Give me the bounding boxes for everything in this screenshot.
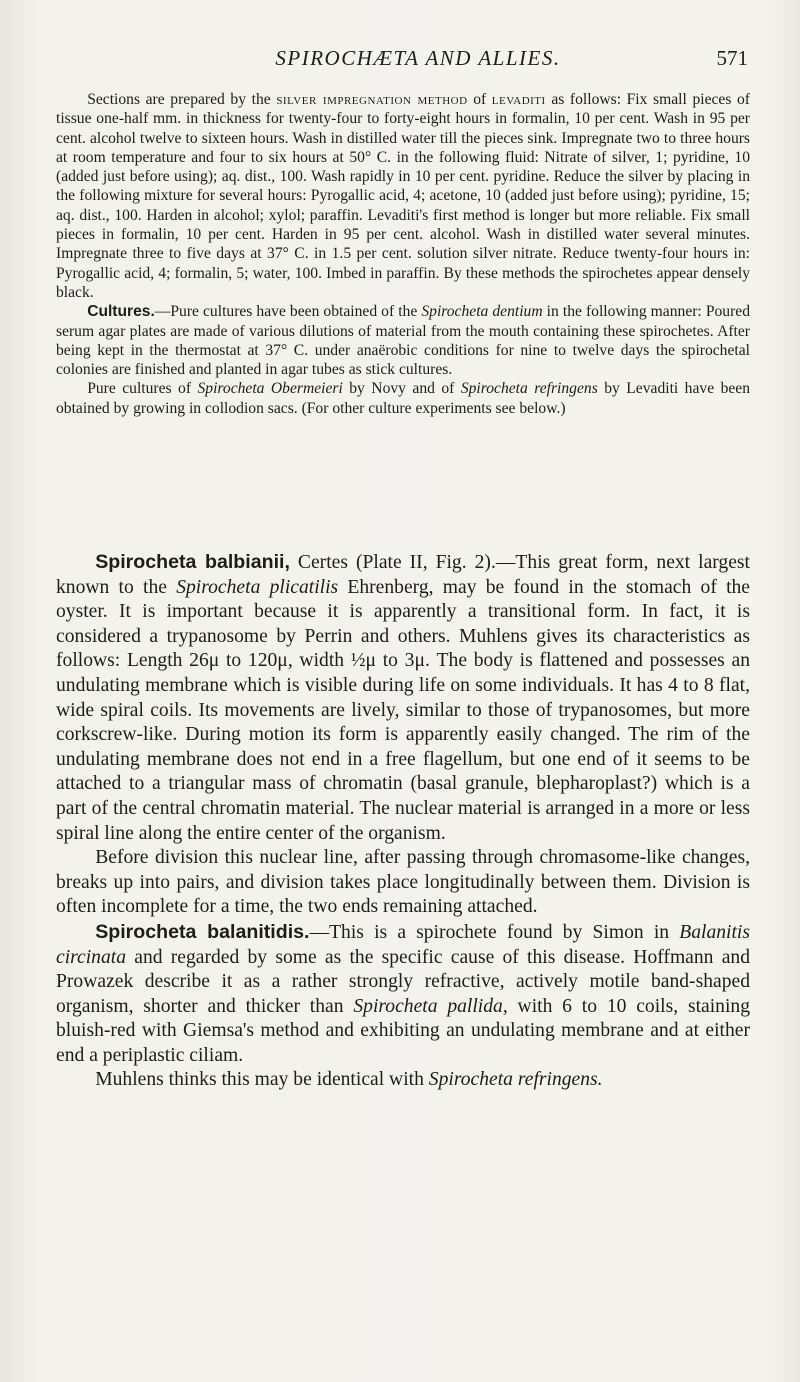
paragraph-cultures: Cultures.—Pure cultures have been obtained of the Spirocheta dentium in the following manner: Poured serum agar plates are made of various dilutions of material from the mouth containing these spirochetes. After being kept in the thermostat at 37° C. under anaërobic conditions for nine to twelve days the spirochetal colonies are finished and planted in agar tubes as stick cultures. xyxy=(56,303,750,379)
section-heading-balbianii: Spirocheta balbianii, xyxy=(95,551,290,573)
author-name: levaditi xyxy=(491,91,546,108)
paragraph-silver-impregnation: Sections are prepared by the silver impregnation method of levaditi as follows: Fix small pieces of tissue one-half mm. in thickness for twenty-four to forty-eight hours in formalin, 10 per cent. Wash in 95 per cent. alcohol twelve to sixteen hours. Wash in distilled water till the pieces sink. Impregnate two to three hours at room temperature and four to six hours at 50° C. in the following fluid: Nitrate of silver, 1; pyridine, 10 (added just before using); aq. dist., 100. Wash rapidly in 10 per cent. pyridine. Reduce the silver by placing in the following mixture for several hours: Pyrogallic acid, 4; acetone, 10 (added just before using); pyridine, 15; aq. dist., 100. Harden in alcohol; xylol; paraffin. Levaditi's first method is longer but more reliable. Fix small pieces in formalin, 10 per cent. Harden in 95 per cent. alcohol. Wash in distilled water several minutes. Impregnate three to five days at 37° C. in 1.5 per cent. solution silver nitrate. Reduce twenty-four hours in: Pyrogallic acid, 4; formalin, 5; water, 100. Imbed in paraffin. By these methods the spirochetes appear densely black. xyxy=(56,91,751,301)
small-print-section xyxy=(56,90,750,418)
paragraph-pure-cultures: Pure cultures of Spirocheta Obermeieri by Novy and of Spirocheta refringens by Levaditi have been obtained by growing in collodion sacs. (For other culture experiments see below.) xyxy=(56,380,751,417)
large-print-section xyxy=(56,550,750,1093)
page-header xyxy=(88,46,748,72)
paragraph-balanitidis: Spirocheta balanitidis.—This is a spirochete found by Simon in Balanitis circinata and regarded by some as the specific cause of this disease. Hoffmann and Prowazek describe it as a rather strongly refractive, actively motile band-shaped organism, shorter and thicker than Spirocheta pallida, with 6 to 10 coils, staining bluish-red with Giemsa's method and exhibiting an undulating membrane and at either end a periplastic ciliam. xyxy=(56,920,750,1066)
paragraph-muhlens: Muhlens thinks this may be identical with Spirocheta refringens. xyxy=(95,1069,603,1091)
running-title: SPIROCHÆTA AND ALLIES. xyxy=(275,46,561,70)
section-heading-cultures: Cultures. xyxy=(87,303,155,321)
page-number: 571 xyxy=(716,46,748,70)
section-heading-balanitidis: Spirocheta balanitidis. xyxy=(95,920,310,943)
paragraph-balbianii: Spirocheta balbianii, Certes (Plate II, Fig. 2).—This great form, next largest known to the Spirocheta plicatilis Ehrenberg, may be found in the stomach of the oyster. It is important because it is apparently a transitional form. In fact, it is considered a trypanosome by Perrin and others. Muhlens gives its characteristics as follows: Length 26μ to 120μ, width ½μ to 3μ. The body is flattened and possesses an undulating membrane which is visible during life on some individuals. It has 4 to 8 flat, wide spiral coils. Its movements are lively, similar to those of trypanosomes, but more corkscrew-like. During motion its form is apparently easily changed. The rim of the undulating membrane does not end in a free flagellum, but one end of it seems to be attached to a triangular mass of chromatin (basal granule, blepharoplast?) which is a part of the central chromatin material. The nuclear material is arranged in a more or less spiral line along the entire center of the organism. xyxy=(56,551,751,844)
paragraph-division: Before division this nuclear line, after passing through chromasome-like changes, breaks up into pairs, and division takes place longitudinally between them. Division is often incomplete for a time, the two ends remaining attached. xyxy=(56,847,750,918)
method-name: silver impregnation method xyxy=(276,91,468,108)
